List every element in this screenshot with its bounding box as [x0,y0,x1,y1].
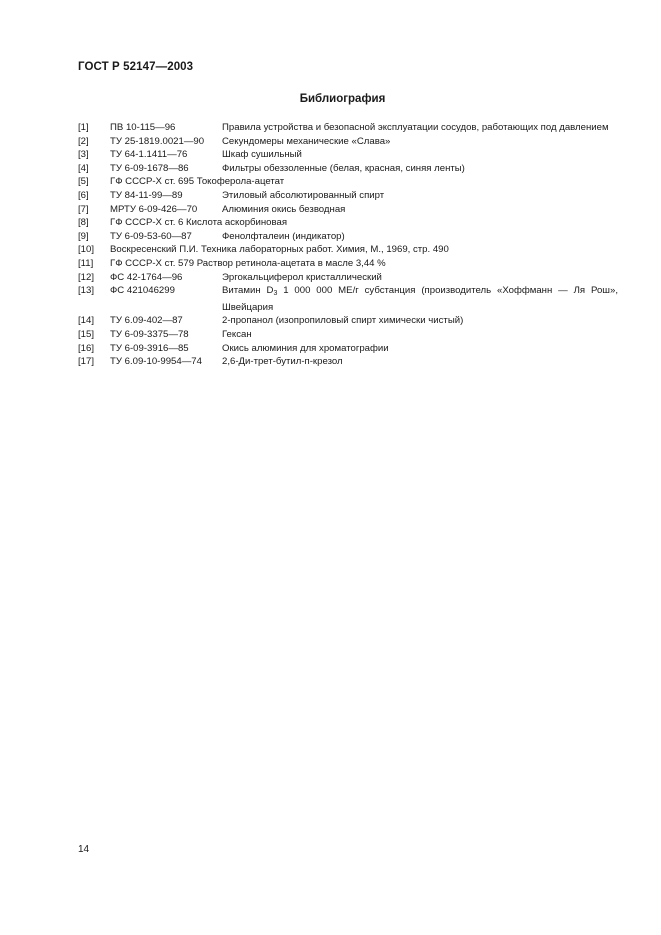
entry-description-suffix: 1 000 000 МЕ/г субстанция (производитель «Хоффманн — Ля Рош», Швейцария [222,285,618,313]
entry-number: [2] [78,135,89,147]
entry-number: [11] [78,257,94,269]
list-item [78,203,618,217]
list-item [78,355,618,369]
entry-number: [7] [78,203,89,215]
entry-number: [17] [78,356,95,368]
entry-description: Окись алюминия для хроматографии [222,342,389,354]
list-item [78,284,618,314]
entry-number: [9] [78,230,89,242]
entry-number: [10] [78,244,95,256]
entry-code: ТУ 6-09-53-60—87 [110,230,192,242]
entry-description: Фильтры обеззоленные (белая, красная, синяя ленты) [222,162,465,174]
entry-description: 2-пропанол (изопропиловый спирт химически чистый) [222,315,464,327]
entry-code: ТУ 6.09-10-9954—74 [110,356,202,368]
entry-code: ПВ 10-115—96 [110,122,176,133]
list-item [78,175,618,189]
list-item [78,328,618,342]
entry-full-text: ГФ СССР-X ст. 579 Раствор ретинола-ацетата в масле 3,44 % [110,257,386,269]
entry-number: [15] [78,328,95,340]
list-item [78,189,618,203]
list-item [78,162,618,176]
entry-number: [16] [78,342,95,354]
entry-code: ФС 42-1764—96 [110,271,183,283]
entry-description [222,284,618,314]
list-item [78,135,618,149]
list-item [78,257,618,271]
list-item [78,342,618,356]
entry-number: [3] [78,149,89,161]
list-item [78,314,618,328]
entry-code: ТУ 6-09-3916—85 [110,342,189,354]
section-title: Библиография [299,93,386,105]
entry-description: 2,6-Ди-трет-бутил-п-крезол [222,356,343,368]
entry-number: [8] [78,217,89,229]
entry-description: Шкаф сушильный [222,149,302,161]
entry-number: [14] [78,315,95,327]
entry-description: Правила устройства и безопасной эксплуатации сосудов, работающих под давлением [222,122,609,133]
entry-description: Фенолфталеин (индикатор) [222,230,345,242]
entry-number: [12] [78,271,95,283]
entry-number: [1] [78,122,89,133]
entry-code: ФС 421046299 [110,285,175,297]
entry-full-text: ГФ СССР-X ст. 695 Токоферола-ацетат [110,176,285,188]
entry-number: [6] [78,189,89,201]
entry-code: ТУ 25-1819.0021—90 [110,135,205,147]
entry-code: ТУ 6.09-402—87 [110,315,183,327]
entry-code: ТУ 6-09-3375—78 [110,328,189,340]
entry-description-prefix: Витамин D [222,285,274,297]
entry-number: [5] [78,176,89,188]
list-item [78,148,618,162]
entry-description: Секундомеры механические «Слава» [222,135,391,147]
document-standard-number: ГОСТ Р 52147—2003 [78,61,194,73]
entry-description: Эргокальциферол кристаллический [222,271,382,283]
entry-description: Этиловый абсолютированный спирт [222,189,385,201]
entry-description: Гексан [222,328,252,340]
list-item [78,216,618,230]
entry-number: [4] [78,162,89,174]
list-item [78,271,618,285]
list-item [78,230,618,244]
entry-code: ТУ 64-1.1411—76 [110,149,188,161]
entry-code: ТУ 84-11-99—89 [110,189,183,201]
list-item [78,121,618,135]
entry-full-text: Воскресенский П.И. Техника лабораторных работ. Химия, М., 1969, стр. 490 [110,244,449,256]
page-number: 14 [78,844,90,855]
list-item [78,243,618,257]
entry-number: [13] [78,285,95,297]
entry-code: ТУ 6-09-1678—86 [110,162,189,174]
entry-full-text: ГФ СССР-X ст. 6 Кислота аскорбиновая [110,217,288,229]
vitamin-subscript: 3 [273,290,278,298]
entry-code: МРТУ 6-09-426—70 [110,203,198,215]
bibliography-list [78,121,618,369]
entry-description: Алюминия окись безводная [222,203,346,215]
